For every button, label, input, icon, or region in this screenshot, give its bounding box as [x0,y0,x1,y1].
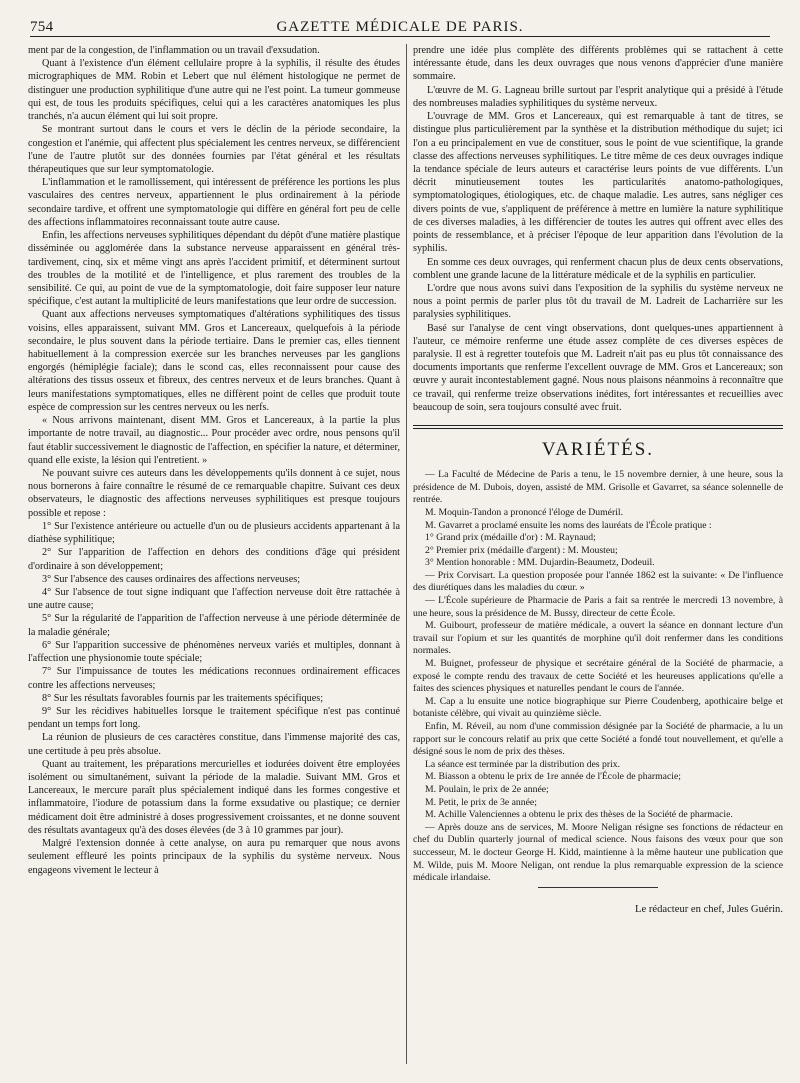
varietes-section [413,469,783,916]
paragraph: En somme ces deux ouvrages, qui renferment chacun plus de deux cents observations, comblent une grande lacune de la littérature médicale et de la syphilis en particulier. [413,256,783,281]
prize-item: M. Biasson a obtenu le prix de 1re année de l'École de pharmacie; [425,771,681,783]
prize-item: M. Petit, le prix de 3e année; [425,796,537,808]
list-item: 2° Sur l'apparition de l'affection en dehors des conditions d'âge qui président d'ordinaire à son développement; [28,547,400,572]
paragraph: Se montrant surtout dans le cours et vers le déclin de la période secondaire, la congestion et l'anémie, qui affectent plus spécialement les centres nerveux, se différencient l'une de l'autre plutôt sur des données fournies par l'état général et les résultats thérapeutiques que sur leur symptomatologie. [28,124,400,175]
short-rule [538,887,658,888]
paragraph: Basé sur l'analyse de cent vingt observations, dont quelques-unes appartiennent à l'auteur, ce mémoire renferme une étude assez complète de ces diverses espèces de paralysie. Il est à regretter toutefois que M. Ladreit n'ait pas eu plus tôt connaissance des documents importants que renferme l'excellent ouvrage de MM. Gros et Lancereaux; son œuvre y aurait incontestablement gagné. Nous nous plaisons néanmoins à reconnaître que ce travail, qui renferme treize observations inédites, fort intéressantes et recueillies avec beaucoup de soin, sera toujours consulté avec fruit. [413,322,783,413]
list-item: 8° Sur les résultats favorables fournis par les traitements spécifiques; [42,692,324,704]
list-item: 9° Sur les récidives habituelles lorsque le traitement spécifique n'est pas continué pendant un temps fort long. [28,705,400,731]
prize-item: 1° Grand prix (médaille d'or) : M. Raynaud; [425,532,596,544]
news-item: — L'École supérieure de Pharmacie de Paris a fait sa rentrée le mercredi 13 novembre, à une heure, sous la présidence de M. Bussy, directeur de cette École. [413,595,783,619]
paragraph: Enfin, les affections nerveuses syphilitiques dépendant du dépôt d'une matière plastique disséminée ou agglomérée dans la substance nerveuse apparaissent en général très-tardivement, cinq, six et même vingt ans après l'accident primitif, et déterminent surtout des troubles de la motilité et de l'intelligence, et plus rarement des troubles de la sensibilité. Ce qui, au point de vue de la symptomatologie, doit faire supposer leur nature spécifique, c'est autant la multiplicité de leurs manifestations que leur ordre de succession. [28,230,400,308]
editor-signature: Le rédacteur en chef, Jules Guérin. [635,903,783,915]
left-column [28,44,400,877]
news-item: — Après douze ans de services, M. Moore Neligan résigne ses fonctions de rédacteur en chef du Dublin quarterly journal of medical science. Nous faisons des vœux pour que son successeur, M. le docteur George H. Kidd, maintienne à la même hauteur une publication que M. Wilde, puis M. Moore Neligan, ont rendue la plus remarquable expression de la science médicale irlandaise. [413,821,783,884]
list-item: 7° Sur l'impuissance de toutes les médications reconnues ordinairement efficaces contre les affections nerveuses; [28,666,400,691]
list-item: 6° Sur l'apparition successive de phénomènes nerveux variés et multiples, donnant à l'affection une physionomie toute spéciale; [28,639,400,665]
news-item: La séance est terminée par la distribution des prix. [425,758,621,770]
paragraph: Quant au traitement, les préparations mercurielles et iodurées doivent être employées isolément ou simultanément, suivant la période de la maladie. Suivant MM. Gros et Lancereaux, le mercure paraît plus spécialement indiqué dans les formes congestive et inflammatoire, l'iodure de potassium dans la forme exsudative ou plastique; ce dernier médicament doit être administré à doses progressivement croissantes, et ne donne souvent des résultats avantageux qu'à des doses élevées (de 3 à 10 grammes par jour). [28,758,400,836]
news-item: — La Faculté de Médecine de Paris a tenu, le 15 novembre dernier, à une heure, sous la présidence de M. Dubois, doyen, assisté de MM. Grisolle et Gavarret, sa séance solennelle de rentrée. [413,469,783,506]
section-title: VARIÉTÉS. [541,439,655,461]
paragraph: Ne pouvant suivre ces auteurs dans les développements qu'ils donnent à ce sujet, nous nous bornerons à faire connaître le résumé de ce remarquable chapitre. Suivant ces deux observateurs, le diagnostic des affections nerveuses syphilitiques est presque toujours possible et repose : [28,468,400,519]
prize-item: M. Poulain, le prix de 2e année; [425,783,549,795]
paragraph: L'ouvrage de MM. Gros et Lancereaux, qui est remarquable à tant de titres, se distingue plus particulièrement par la synthèse et la distribution méthodique du sujet; ici l'on a eu principalement en vue de constituer, sous le point de vue scientifique, la grande classe des affections nerveuses syphilitiques. Le titre même de ces deux ouvrages indique la tendance spéciale de leurs auteurs et caractérise leurs points de vue différents. L'un décrit minutieusement toutes les particularités anatomo-pathologiques, symptomatologiques, étiologiques, etc. de chaque maladie. Les autres, sans négliger ces divers points de vue, s'appliquent de préférence à mettre en lumière la nature syphilitique de ces diverses maladies, à les différencier de toutes les autres qui offrent avec elles des points de ressemblance, et à préciser l'époque de leur apparition dans l'évolution de la syphilis. [413,111,783,255]
prize-item: 2° Premier prix (médaille d'argent) : M. Mousteu; [425,544,618,556]
list-item: 5° Sur la régularité de l'apparition de l'affection nerveuse à une période déterminée de la maladie générale; [28,613,400,638]
list-item: 1° Sur l'existence antérieure ou actuelle d'un ou de plusieurs accidents appartenant à la diathèse syphilitique; [28,520,400,546]
list-item: 4° Sur l'absence de tout signe indiquant que l'affection nerveuse doit être rattachée à une autre cause; [28,586,400,612]
paragraph: ment par de la congestion, de l'inflammation ou un travail d'exsudation. [28,45,320,56]
news-item: M. Buignet, professeur de physique et secrétaire général de la Société de pharmacie, a exposé le compte rendu des travaux de cette Société et les heureuses applications qu'elle a faites des sciences physiques et naturelles pendant le cours de l'année. [413,658,783,695]
paragraph: Quant à l'existence d'un élément cellulaire propre à la syphilis, il résulte des études micrographiques de MM. Robin et Lebert que nul élément histologique ne permet de distinguer une production syphilitique d'une autre qui ne l'est point. La tumeur gommeuse qui est, de tous les produits spécifiques, celui qui a les caractères anatomiques les plus tranchés, n'a aucun élément qui lui soit propre. [28,58,400,123]
paragraph: « Nous arrivons maintenant, disent MM. Gros et Lancereaux, à la partie la plus importante de notre travail, au diagnostic... Pour procéder avec ordre, nous pensons qu'il faut établir successivement le diagnostic de l'affection, en spécifier la nature, et déterminer, quand elle existe, la lésion qui l'entretient. » [28,415,400,466]
news-item: Enfin, M. Réveil, au nom d'une commission désignée par la Société de pharmacie, a lu un rapport sur le concours relatif au prix que cette Société a fondé tout nouvellement, et qu'elle a désigné sous le nom de prix des thèses. [413,721,783,758]
news-item: M. Guibourt, professeur de matière médicale, a ouvert la séance en donnant lecture d'un travail sur l'opium et sur les quantités de morphine qu'il doit renfermer dans les conditions normales. [413,620,783,657]
paragraph: L'inflammation et le ramollissement, qui intéressent de préférence les portions les plus vasculaires des centres nerveux, appartiennent le plus ordinairement à la période secondaire tardive, et offrent une symptomatologie qui diffère en général fort peu de celle des affections inflammatoires reconnaissant toute autre cause. [28,177,400,228]
prize-item: M. Achille Valenciennes a obtenu le prix des thèses de la Société de pharmacie. [425,809,733,821]
paragraph: L'ordre que nous avons suivi dans l'exposition de la syphilis du système nerveux ne nous a point permis de parler plus tôt du travail de M. Ladreit de Lacharrière sur les paralysies syphilitiques. [413,282,783,321]
news-item: — Prix Corvisart. La question proposée pour l'année 1862 est la suivante: « De l'influence des diurétiques dans les maladies du cœur. » [413,569,783,594]
news-item: M. Cap a lu ensuite une notice biographique sur Pierre Coudenberg, apothicaire belge et botaniste célèbre, qui vivait au quinzième siècle. [413,695,783,720]
paragraph: Malgré l'extension donnée à cette analyse, on aura pu remarquer que nous avons seulement effleuré les points principaux de la syphilis du système nerveux. Nous engageons vivement le lecteur à [28,838,400,876]
list-item: 3° Sur l'absence des causes ordinaires des affections nerveuses; [42,573,301,585]
paragraph: L'œuvre de M. G. Lagneau brille surtout par l'esprit analytique qui a présidé à l'étude des nombreuses maladies syphilitiques du système nerveux. [413,84,783,109]
news-item: M. Moquin-Tandon a prononcé l'éloge de Duméril. [425,506,623,518]
paragraph: La réunion de plusieurs de ces caractères constitue, dans l'immense majorité des cas, une certitude à peu près absolue. [28,732,400,757]
prize-item: 3° Mention honorable : MM. Dujardin-Beaumetz, Dodeuil. [425,557,655,569]
page-number: 754 [30,19,54,35]
section-rule [413,428,783,429]
news-item: M. Gavarret a proclamé ensuite les noms des lauréats de l'École pratique : [425,519,712,531]
journal-title: GAZETTE MÉDICALE DE PARIS. [276,19,524,35]
column-divider [406,44,407,1064]
paragraph: Quant aux affections nerveuses symptomatiques d'altérations syphilitiques des tissus voisins, elles apparaissent, suivant MM. Gros et Lancereaux, quelquefois à la période secondaire, le plus souvent dans la période tertiaire. Dans le premier cas, elles tiennent habituellement à la compression exercée sur les branches nerveuses par les ganglions engorgés (hémiplégie faciale); dans le scond cas, elles reconnaissent pour cause des altérations des tissus osseux et fibreux, des centres nerveux et de leurs branches. Quant à leurs manifestations symptomatiques, elles ne diffèrent point de celles que produit toute espèce de compression sur les centres nerveux ou les nerfs. [28,309,400,413]
right-column [413,44,783,916]
section-rule [413,425,783,426]
page-header [30,10,770,37]
paragraph: prendre une idée plus complète des différents problèmes qui se rattachent à cette intéressante étude, dans les deux ouvrages que nous venons d'apprécier d'une manière sommaire. [413,45,783,83]
